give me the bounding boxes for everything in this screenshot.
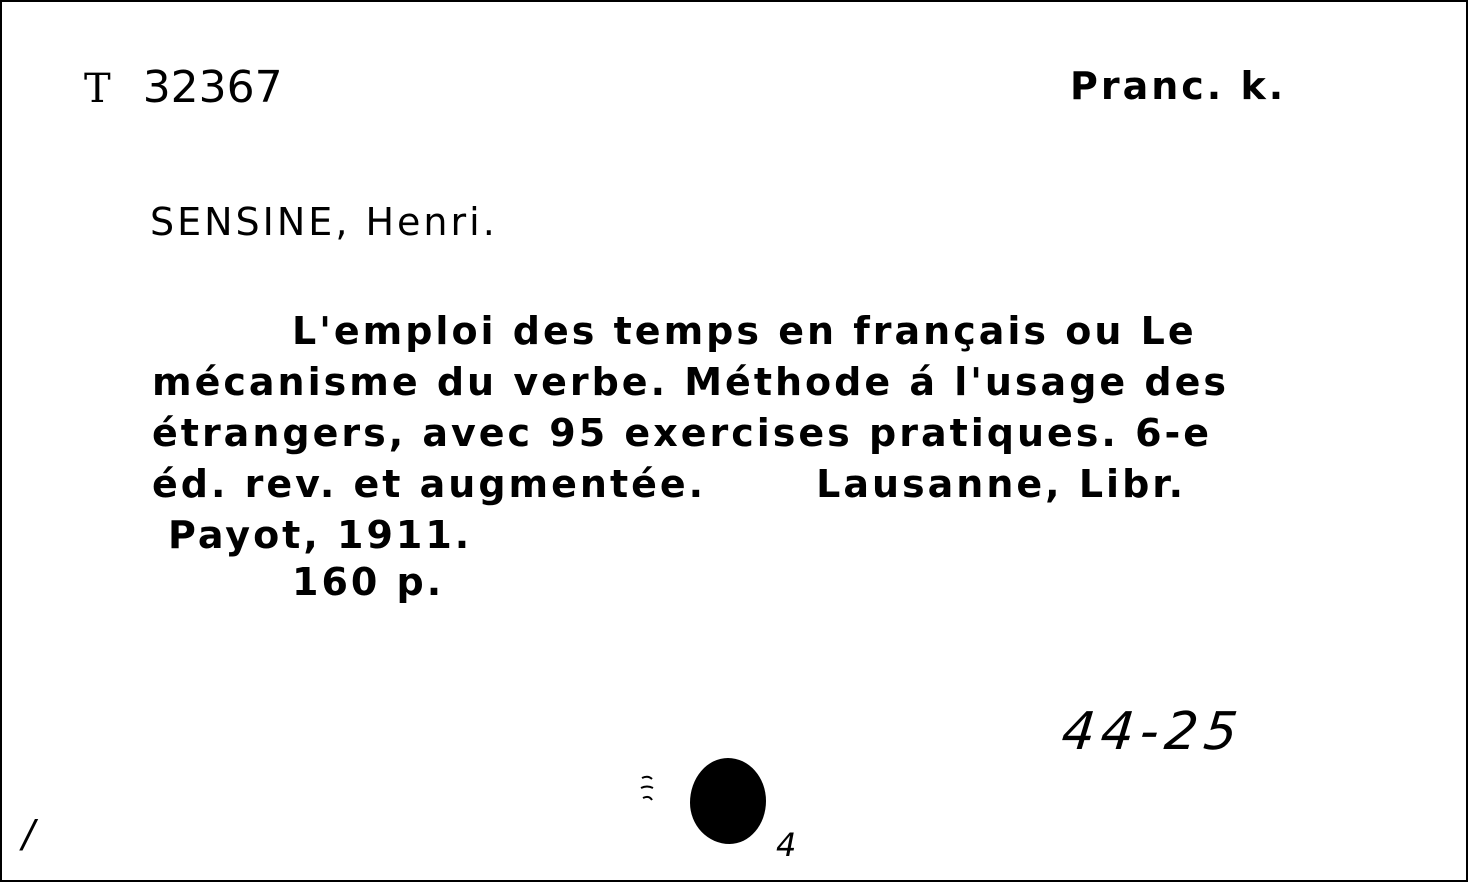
classification-mark: Pranc. k. xyxy=(1070,64,1287,108)
edition-statement: éd. rev. et augmentée. xyxy=(152,462,707,506)
imprint-place: Lausanne, Libr. xyxy=(816,462,1187,506)
call-prefix: T xyxy=(84,66,113,112)
imprint-publisher: Payot, 1911. xyxy=(168,513,473,557)
call-number-value: 32367 xyxy=(142,62,283,113)
call-number xyxy=(84,62,283,113)
pagination: 160 p. xyxy=(292,560,445,604)
author-heading: SENSINE, Henri. xyxy=(150,200,498,244)
title-line-2: mécanisme du verbe. Méthode á l'usage des xyxy=(152,360,1229,404)
title-block xyxy=(152,306,1372,561)
title-line-1: L'emploi des temps en français ou Le xyxy=(292,309,1197,353)
tiny-stamp-mark xyxy=(638,774,656,806)
edition-imprint-line xyxy=(152,459,1372,510)
handwritten-4: 4 xyxy=(776,826,803,864)
handwritten-mark: / xyxy=(22,812,41,856)
handwritten-number: 44-25 xyxy=(1058,702,1247,762)
title-line-3: étrangers, avec 95 exercises pratiques. 6-e xyxy=(152,411,1213,455)
punch-hole xyxy=(690,758,766,844)
